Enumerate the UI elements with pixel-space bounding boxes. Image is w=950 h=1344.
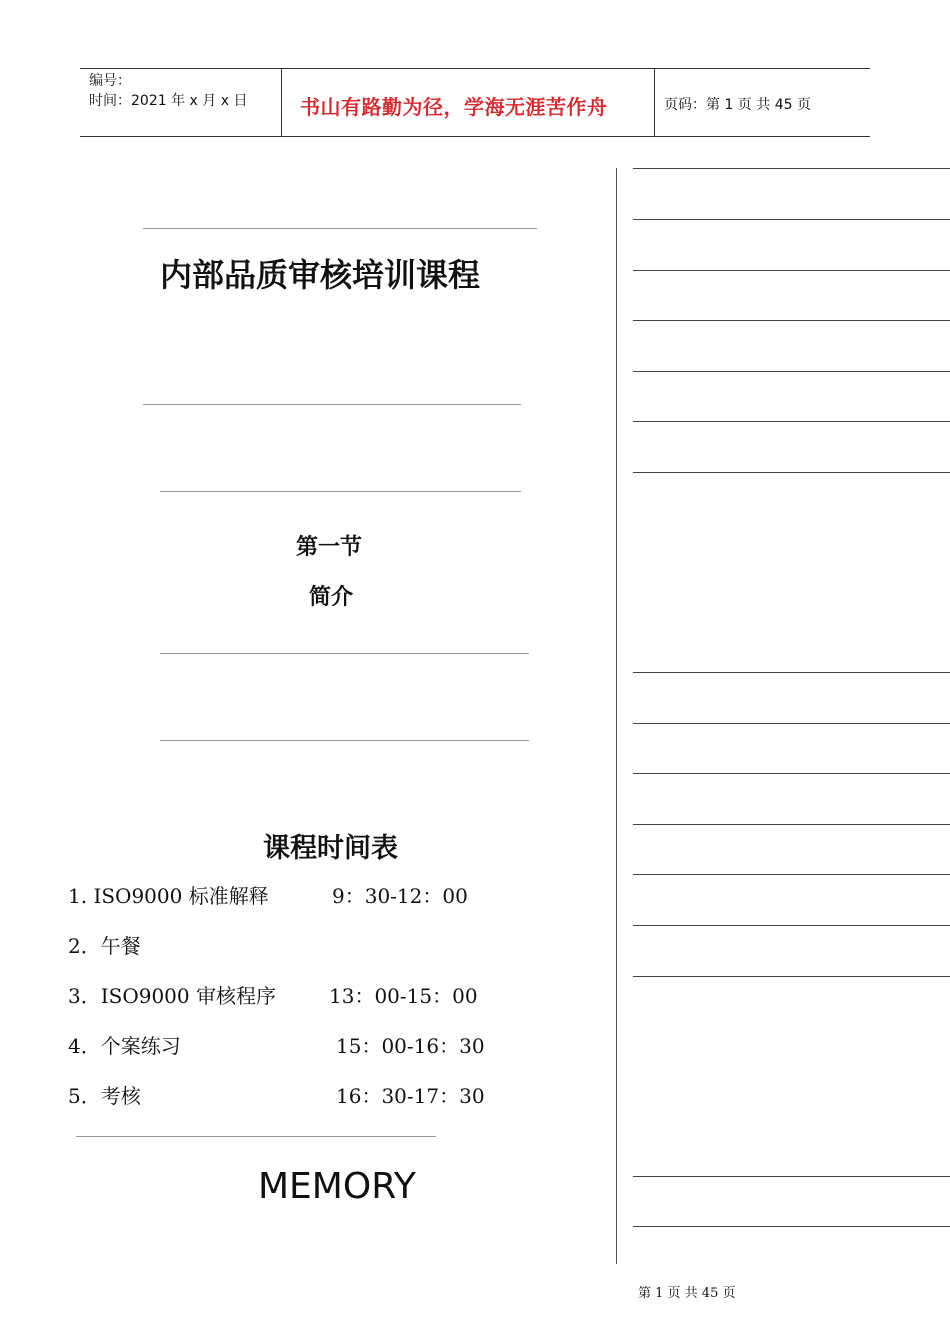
divider	[160, 491, 521, 492]
header-bottom-border	[80, 136, 870, 137]
note-line	[633, 168, 950, 169]
header-divider-right	[654, 68, 655, 136]
footer-page-number: 第 1 页 共 45 页	[638, 1286, 736, 1301]
header-top-border	[80, 68, 870, 69]
note-line	[633, 320, 950, 321]
schedule-item-label: 5．考核	[68, 1084, 141, 1108]
schedule-item-label: 3．ISO9000 审核程序	[68, 984, 276, 1008]
note-line	[633, 421, 950, 422]
schedule-item-label: 4．个案练习	[68, 1034, 181, 1058]
schedule-item-time: 13：00-15：00	[329, 984, 478, 1008]
divider	[76, 1136, 436, 1137]
note-line	[633, 1176, 950, 1177]
note-line	[633, 976, 950, 977]
schedule-item-time: 9：30-12：00	[332, 884, 468, 908]
note-line	[633, 723, 950, 724]
header-time-label: 时间：2021 年 x 月 x 日	[89, 93, 248, 109]
note-line	[633, 925, 950, 926]
schedule-item-label: 2．午餐	[68, 934, 141, 958]
memory-heading: MEMORY	[258, 1166, 416, 1207]
header-divider-left	[281, 68, 282, 136]
schedule-item-time: 15：00-16：30	[336, 1034, 485, 1058]
divider	[160, 740, 529, 741]
schedule-item-label: 1. ISO9000 标准解释	[68, 884, 269, 908]
note-line	[633, 219, 950, 220]
header-page-info: 页码：第 1 页 共 45 页	[664, 97, 811, 113]
divider	[143, 404, 521, 405]
notes-column-divider	[616, 168, 617, 1264]
divider	[160, 653, 529, 654]
note-line	[633, 874, 950, 875]
note-line	[633, 472, 950, 473]
schedule-item-time: 16：30-17：30	[336, 1084, 485, 1108]
schedule-title: 课程时间表	[263, 833, 398, 864]
note-line	[633, 773, 950, 774]
note-line	[633, 1226, 950, 1227]
note-line	[633, 672, 950, 673]
document-title: 内部品质审核培训课程	[160, 256, 481, 294]
header-number-label: 编号：	[89, 73, 131, 89]
section-number: 第一节	[296, 534, 363, 560]
note-line	[633, 371, 950, 372]
header-slogan: 书山有路勤为径，学海无涯苦作舟	[300, 95, 608, 119]
divider	[143, 228, 537, 229]
note-line	[633, 824, 950, 825]
section-title: 简介	[309, 584, 354, 610]
note-line	[633, 270, 950, 271]
